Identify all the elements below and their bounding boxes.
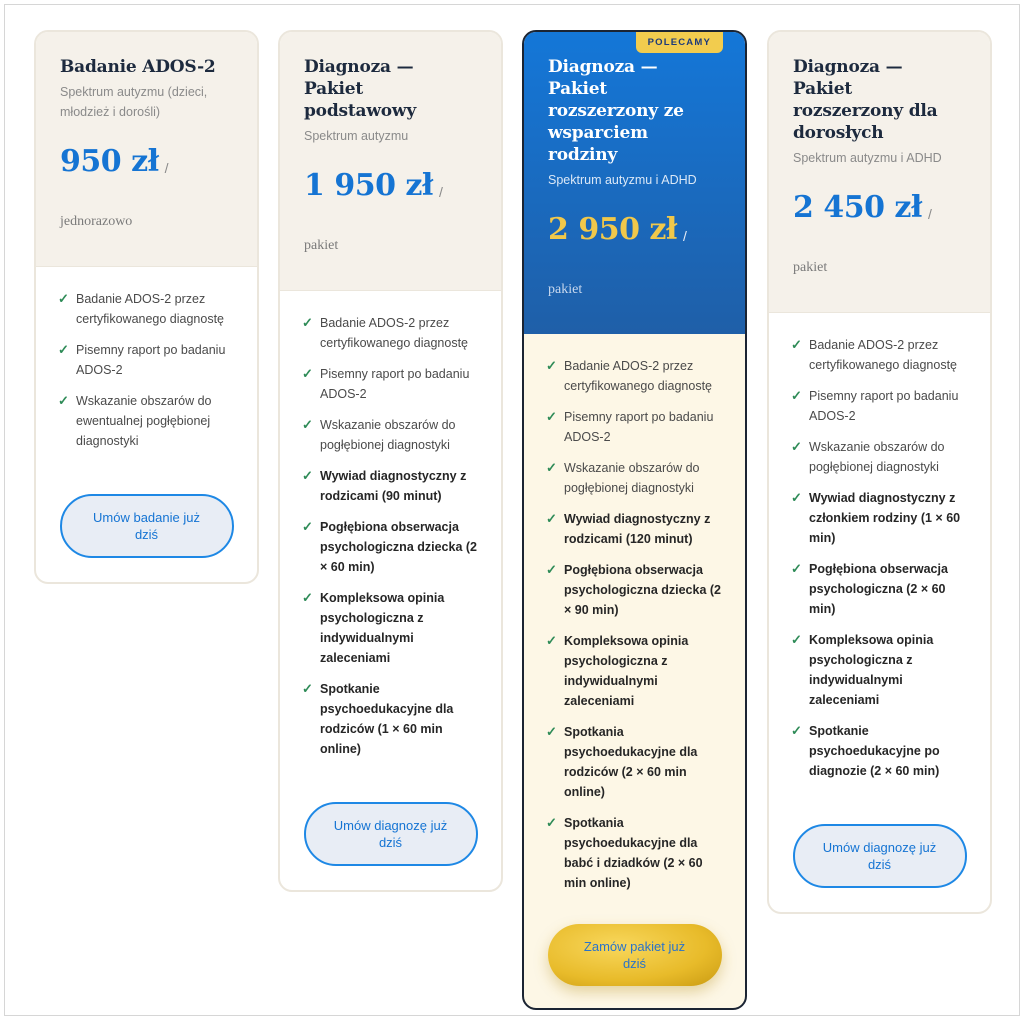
check-icon: ✓ [791, 337, 802, 352]
feature-item [546, 356, 725, 396]
feature-text: Spotkania psychoedukacyjne dla rodziców (2 × 60 min online) [564, 725, 698, 799]
plan-card-basic [278, 30, 503, 892]
book-test-button[interactable]: Umów badanie już dziś [60, 494, 234, 558]
check-icon: ✓ [791, 632, 802, 647]
feature-text: Wywiad diagnostyczny z rodzicami (90 minut) [320, 469, 467, 503]
feature-list [524, 334, 745, 914]
feature-text: Wskazanie obszarów do pogłębionej diagnostyki [809, 440, 945, 474]
feature-text: Pogłębiona obserwacja psychologiczna (2 × 60 min) [809, 562, 948, 616]
price-row [548, 212, 721, 248]
feature-item [302, 364, 481, 404]
feature-item [58, 289, 237, 329]
check-icon: ✓ [302, 681, 313, 696]
feature-text: Pogłębiona obserwacja psychologiczna dziecka (2 × 60 min) [320, 520, 477, 574]
plan-title: Diagnoza — Pakiet rozszerzony ze wsparciem rodziny [548, 57, 684, 165]
feature-text: Wskazanie obszarów do pogłębionej diagnostyki [564, 461, 700, 495]
price-row [304, 168, 477, 204]
feature-item [58, 340, 237, 380]
feature-text: Wywiad diagnostyczny z rodzicami (120 minut) [564, 512, 711, 546]
feature-item [546, 722, 725, 802]
check-icon: ✓ [58, 393, 69, 408]
feature-text: Pisemny raport po badaniu ADOS-2 [76, 343, 226, 377]
feature-item [302, 517, 481, 577]
price-slash: / [164, 160, 169, 176]
check-icon: ✓ [58, 291, 69, 306]
order-package-button[interactable]: Zamów pakiet już dziś [548, 924, 722, 986]
feature-text: Spotkanie psychoedukacyjne dla rodziców (1 × 60 min online) [320, 682, 454, 756]
plan-card-adults [767, 30, 992, 914]
check-icon: ✓ [791, 723, 802, 738]
feature-item [791, 488, 970, 548]
check-icon: ✓ [791, 561, 802, 576]
check-icon: ✓ [302, 366, 313, 381]
feature-item [302, 313, 481, 353]
feature-list [280, 291, 501, 780]
feature-text: Spotkanie psychoedukacyjne po diagnozie (2 × 60 min) [809, 724, 940, 778]
plan-period: pakiet [793, 260, 828, 275]
feature-item [302, 588, 481, 668]
feature-item [791, 630, 970, 710]
feature-item [791, 335, 970, 375]
feature-text: Wskazanie obszarów do pogłębionej diagnostyki [320, 418, 456, 452]
plan-card-extended-family [522, 30, 747, 1010]
feature-item [546, 631, 725, 711]
feature-item [302, 415, 481, 455]
plan-price: 2 450 zł [793, 190, 922, 225]
check-icon: ✓ [791, 490, 802, 505]
book-diagnosis-button[interactable]: Umów diagnozę już dziś [304, 802, 478, 866]
book-diagnosis-button[interactable]: Umów diagnozę już dziś [793, 824, 967, 888]
check-icon: ✓ [302, 519, 313, 534]
feature-item [791, 721, 970, 781]
check-icon: ✓ [302, 590, 313, 605]
feature-item [546, 458, 725, 498]
check-icon: ✓ [546, 511, 557, 526]
check-icon: ✓ [546, 633, 557, 648]
feature-item [546, 560, 725, 620]
plan-period: pakiet [548, 282, 583, 297]
price-slash: / [927, 206, 932, 222]
feature-text: Pogłębiona obserwacja psychologiczna dziecka (2 × 90 min) [564, 563, 721, 617]
feature-text: Pisemny raport po badaniu ADOS-2 [320, 367, 470, 401]
plan-subtitle: Spektrum autyzmu (dzieci, młodzież i dorośli) [60, 85, 208, 119]
plan-price: 2 950 zł [548, 212, 677, 247]
plan-header [36, 32, 257, 267]
check-icon: ✓ [302, 468, 313, 483]
plan-subtitle: Spektrum autyzmu [304, 129, 409, 143]
check-icon: ✓ [791, 439, 802, 454]
feature-list [36, 267, 257, 472]
check-icon: ✓ [791, 388, 802, 403]
feature-text: Pisemny raport po badaniu ADOS-2 [809, 389, 959, 423]
feature-text: Badanie ADOS-2 przez certyfikowanego diagnostę [564, 359, 713, 393]
feature-item [302, 679, 481, 759]
plan-card-ados [34, 30, 259, 584]
plan-period: jednorazowo [60, 214, 133, 229]
plan-header [280, 32, 501, 291]
plan-price: 950 zł [60, 144, 159, 179]
check-icon: ✓ [546, 460, 557, 475]
feature-item [302, 466, 481, 506]
price-slash: / [438, 184, 443, 200]
price-row [60, 144, 233, 180]
recommended-badge: POLECAMY [636, 32, 723, 53]
check-icon: ✓ [546, 409, 557, 424]
plan-period: pakiet [304, 238, 339, 253]
plan-title: Diagnoza — Pakiet podstawowy [304, 57, 417, 121]
plan-price: 1 950 zł [304, 168, 433, 203]
check-icon: ✓ [546, 724, 557, 739]
feature-item [546, 509, 725, 549]
feature-text: Kompleksowa opinia psychologiczna z indywidualnymi zaleceniami [320, 591, 445, 665]
feature-text: Badanie ADOS-2 przez certyfikowanego diagnostę [809, 338, 958, 372]
feature-item [791, 437, 970, 477]
price-row [793, 190, 966, 226]
feature-list [769, 313, 990, 802]
feature-item [58, 391, 237, 451]
plan-subtitle: Spektrum autyzmu i ADHD [548, 173, 697, 187]
feature-text: Kompleksowa opinia psychologiczna z indywidualnymi zaleceniami [564, 634, 689, 708]
feature-text: Badanie ADOS-2 przez certyfikowanego diagnostę [76, 292, 225, 326]
check-icon: ✓ [546, 358, 557, 373]
check-icon: ✓ [546, 562, 557, 577]
feature-item [546, 813, 725, 893]
feature-item [546, 407, 725, 447]
check-icon: ✓ [302, 315, 313, 330]
feature-text: Pisemny raport po badaniu ADOS-2 [564, 410, 714, 444]
plan-header [769, 32, 990, 313]
check-icon: ✓ [302, 417, 313, 432]
feature-text: Badanie ADOS-2 przez certyfikowanego diagnostę [320, 316, 469, 350]
plan-header [524, 32, 745, 334]
feature-text: Spotkania psychoedukacyjne dla babć i dziadków (2 × 60 min online) [564, 816, 703, 890]
feature-text: Wywiad diagnostyczny z członkiem rodziny (1 × 60 min) [809, 491, 961, 545]
check-icon: ✓ [58, 342, 69, 357]
check-icon: ✓ [546, 815, 557, 830]
feature-item [791, 559, 970, 619]
plan-subtitle: Spektrum autyzmu i ADHD [793, 151, 942, 165]
feature-text: Wskazanie obszarów do ewentualnej pogłębionej diagnostyki [76, 394, 212, 448]
plan-title: Badanie ADOS-2 [60, 57, 216, 77]
feature-item [791, 386, 970, 426]
feature-text: Kompleksowa opinia psychologiczna z indywidualnymi zaleceniami [809, 633, 934, 707]
plan-title: Diagnoza — Pakiet rozszerzony dla dorosłych [793, 57, 938, 143]
price-slash: / [682, 228, 687, 244]
